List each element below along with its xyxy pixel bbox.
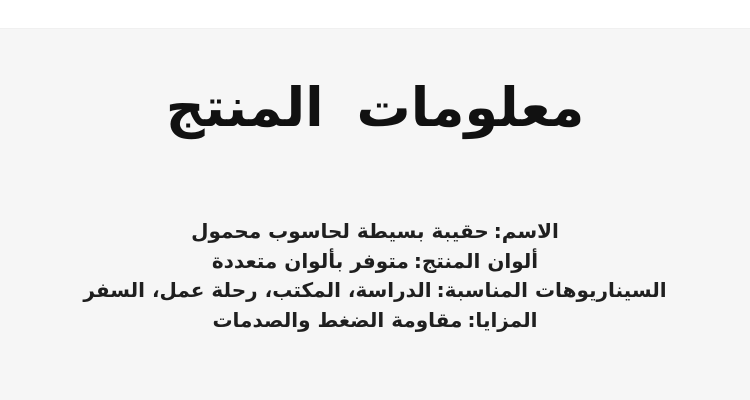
- field-row-name: [0, 217, 750, 247]
- field-row-scenarios: [0, 276, 750, 306]
- content-area: [0, 28, 750, 400]
- field-label-scenarios: السيناريوهات المناسبة:: [436, 278, 667, 303]
- field-label-colors: ألوان المنتج:: [413, 248, 539, 273]
- page-title: معلومات المنتج: [165, 76, 585, 139]
- field-label-name: الاسم:: [493, 219, 559, 244]
- field-value-colors: متوفر بألوان متعددة: [211, 248, 409, 273]
- top-white-band: [0, 0, 750, 28]
- field-row-colors: [0, 247, 750, 277]
- field-row-advantages: [0, 306, 750, 336]
- field-value-scenarios: الدراسة، المكتب، رحلة عمل، السفر: [83, 278, 432, 303]
- field-label-advantages: المزايا:: [467, 307, 538, 332]
- field-value-advantages: مقاومة الضغط والصدمات: [212, 307, 463, 332]
- product-details: [0, 217, 750, 335]
- field-value-name: حقيبة بسيطة لحاسوب محمول: [191, 219, 489, 244]
